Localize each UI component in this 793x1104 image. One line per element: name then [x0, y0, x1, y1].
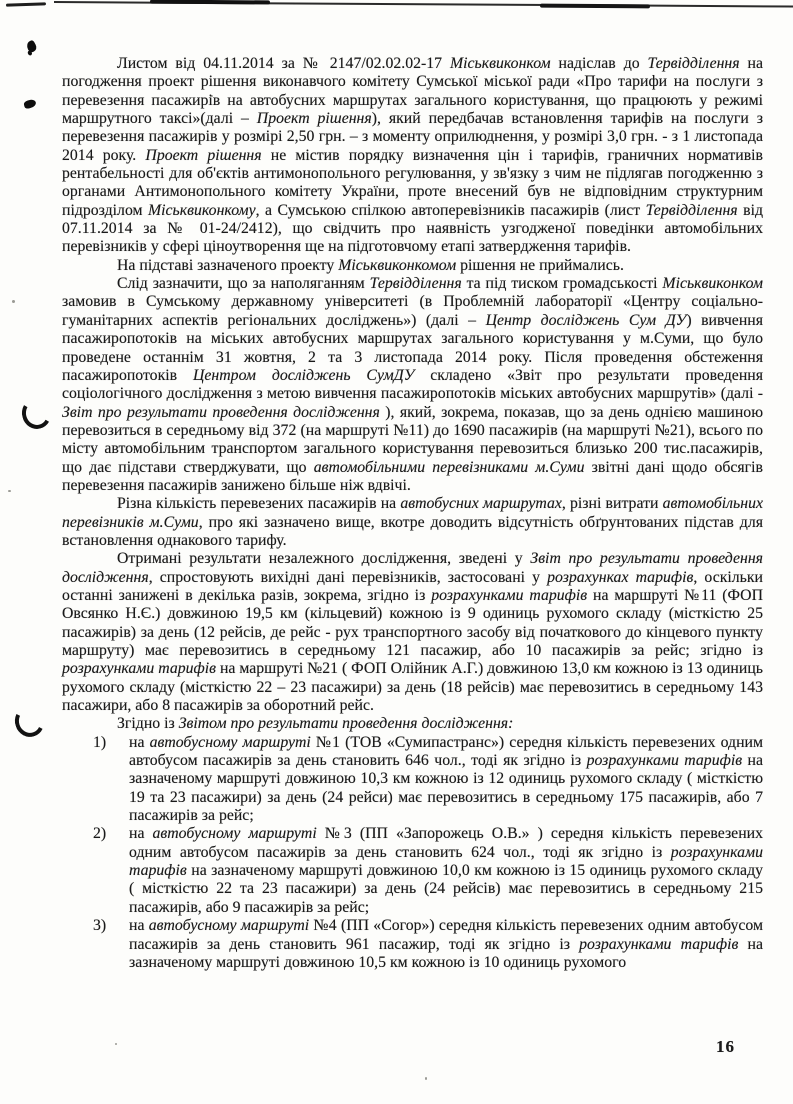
- scan-speck-artifact: [8, 490, 11, 492]
- list-item-route-3: [62, 825, 763, 917]
- scan-speck-artifact: [425, 1077, 427, 1080]
- paragraph-report-intro: Згідно із Звітом про результати проведення дослідження:: [117, 715, 514, 733]
- paragraph-study-commissioned: Слід зазначити, що за наполяганням Тервідділення та під тиском громадськості Міськвиконком замовив в Сумському державному університеті (в Проблемній лабораторії «Центру соціально-гуманітарних аспектів регіональних досліджень») (далі – Центр досліджень Сум ДУ) вивчення пасажиропотоків на міських автобусних маршрутах загального користування у м.Суми, що було проведене останнім 31 жовтня, 2 та 3 листопада 2014 року. Після проведення обстеження пасажиропотоків Центром досліджень СумДУ складено «Звіт про результати проведення соціологічного дослідження з метою вивчення пасажиропотоків міських автобусних маршрутів» (далі - Звіт про результати проведення дослідження ), який, зокрема, показав, що за день однією машиною перевозиться в середньому від 372 (на маршруті №11) до 1690 пасажирів (на маршруті №21), всього по місту автомобільним транспортом загального користування перевозиться близько 200 тис.пасажирів, що дає підстави стверджувати, що автомобільними перевізниками м.Суми звітні дані щодо обсягів перевезення пасажирів занижено більше ніж вдвічі.: [62, 275, 763, 494]
- list-marker: 3): [93, 917, 107, 935]
- paragraph-different-counts: Різна кількість перевезених пасажирів на автобусних маршрутах, різні витрати автомобільних перевізників м.Суми, про які зазначено вище, вкотре доводить відсутність обґрунтованих підстав для встановлення однакового тарифу.: [62, 495, 763, 549]
- list-item-text: на автобусному маршруті №1 (ТОВ «Сумипастранс») середня кількість перевезених одним автобусом пасажирів за день становить 646 чол., тоді як згідно із розрахунками тарифів на зазначеному маршруті довжиною 10,3 км кожною із 12 одиниць рухомого складу ( місткістю 19 та 23 пасажири) за день (24 рейси) має перевозитись в середньому 175 пасажирів, або 7 пасажирів за рейс;: [129, 733, 763, 825]
- list-item-text: на автобусному маршруті №4 (ПП «Согор») середня кількість перевезених одним автобусом пасажирів за день становить 961 пасажир, тоді як згідно із розрахунками тарифів на зазначеному маршруті довжиною 10,5 км кожною із 10 одиниць рухомого: [129, 917, 763, 971]
- scan-speck-artifact: [12, 300, 15, 303]
- list-marker: 1): [93, 733, 107, 751]
- ink-blot-artifact: [23, 99, 37, 110]
- scan-edge-line-artifact: [6, 2, 46, 6]
- paragraph-independent-results: Отримані результати незалежного дослідження, зведені у Звіт про результати проведення дослідження, спростовують вихідні дані перевізників, застосовані у розрахунках тарифів, оскільки останні занижені в декілька разів, зокрема, згідно із розрахунками тарифів на маршруті №11 (ФОП Овсянко Н.Є.) довжиною 19,5 км (кільцевий) кожною із 9 одиниць рухомого складу (місткістю 25 пасажирів) за день (12 рейсів, де рейс - рух транспортного засобу від початкового до кінцевого пункту маршруту) має перевозитись в середньому 121 пасажир, або 10 пасажирів за рейс; згідно із розрахунками тарифів на маршруті №21 ( ФОП Олійник А.Г.) довжиною 13,0 км кожною із 13 одиниць рухомого складу (місткістю 22 – 23 пасажири) за день (18 рейсів) має перевозитись в середньому 143 пасажири, або 8 пасажирів за оборотний рейс.: [62, 550, 764, 715]
- list-item-text: на автобусному маршруті №3 (ПП «Запорожець О.В.» ) середня кількість перевезених одним автобусом пасажирів за день становить 624 чол., тоді як згідно із розрахунками тарифів на зазначеному маршруті довжиною 10,0 км кожною із 15 одиниць рухомого складу ( місткістю 22 та 23 пасажири) за день (24 рейсів) має перевозитись в середньому 215 пасажирів, або 9 пасажирів за рейс;: [129, 825, 764, 916]
- pen-checkmark-artifact: [19, 395, 55, 432]
- list-marker: 2): [93, 825, 107, 843]
- document-text: [62, 55, 763, 972]
- ink-blot-artifact: [25, 40, 38, 54]
- scan-edge-line-artifact: [150, 0, 270, 4]
- list-item-route-4: [62, 917, 763, 972]
- scan-speck-artifact: [115, 1043, 117, 1045]
- pen-checkmark-artifact: [11, 702, 48, 740]
- paragraph-letter-intro: Листом від 04.11.2014 за № 2147/02.02.02-17 Міськвиконком надіслав до Тервідділення на погодження проект рішення виконавчого комітету Сумської міської ради «Про тарифи на послуги з перевезення пасажирів на автобусних маршрутах загального користування, що працюють у режимі маршрутного таксі»(далі – Проект рішення), який передбачав встановлення тарифів на послуги з перевезення пасажирів у розмірі 2,50 грн. – з моменту оприлюднення, у розмірі 3,0 грн. - з 1 листопада 2014 року. Проект рішення не містив порядку визначення цін і тарифів, граничних нормативів рентабельності для об'єктів антимонопольного регулювання, у зв'язку з чим не підлягав погодженню з органами Антимонопольного комітету України, проте внесений був не відповідним структурним підрозділом Міськвиконкому, а Сумською спілкою автоперевізників пасажирів (лист Тервідділення від 07.11.2014 за № 01-24/2412), що свідчить про наявність узгодженої поведінки автомобільних перевізників у сфері ціноутворення ще на підготовчому етапі затвердження тарифів.: [62, 55, 764, 256]
- route-findings-list: [62, 734, 763, 972]
- list-item-route-1: [62, 734, 763, 826]
- page-number: 16: [716, 1037, 735, 1056]
- paragraph-no-decision: На підставі зазначеного проекту Міськвиконкомом рішення не приймались.: [117, 256, 624, 274]
- scan-edge-line-artifact: [540, 4, 650, 8]
